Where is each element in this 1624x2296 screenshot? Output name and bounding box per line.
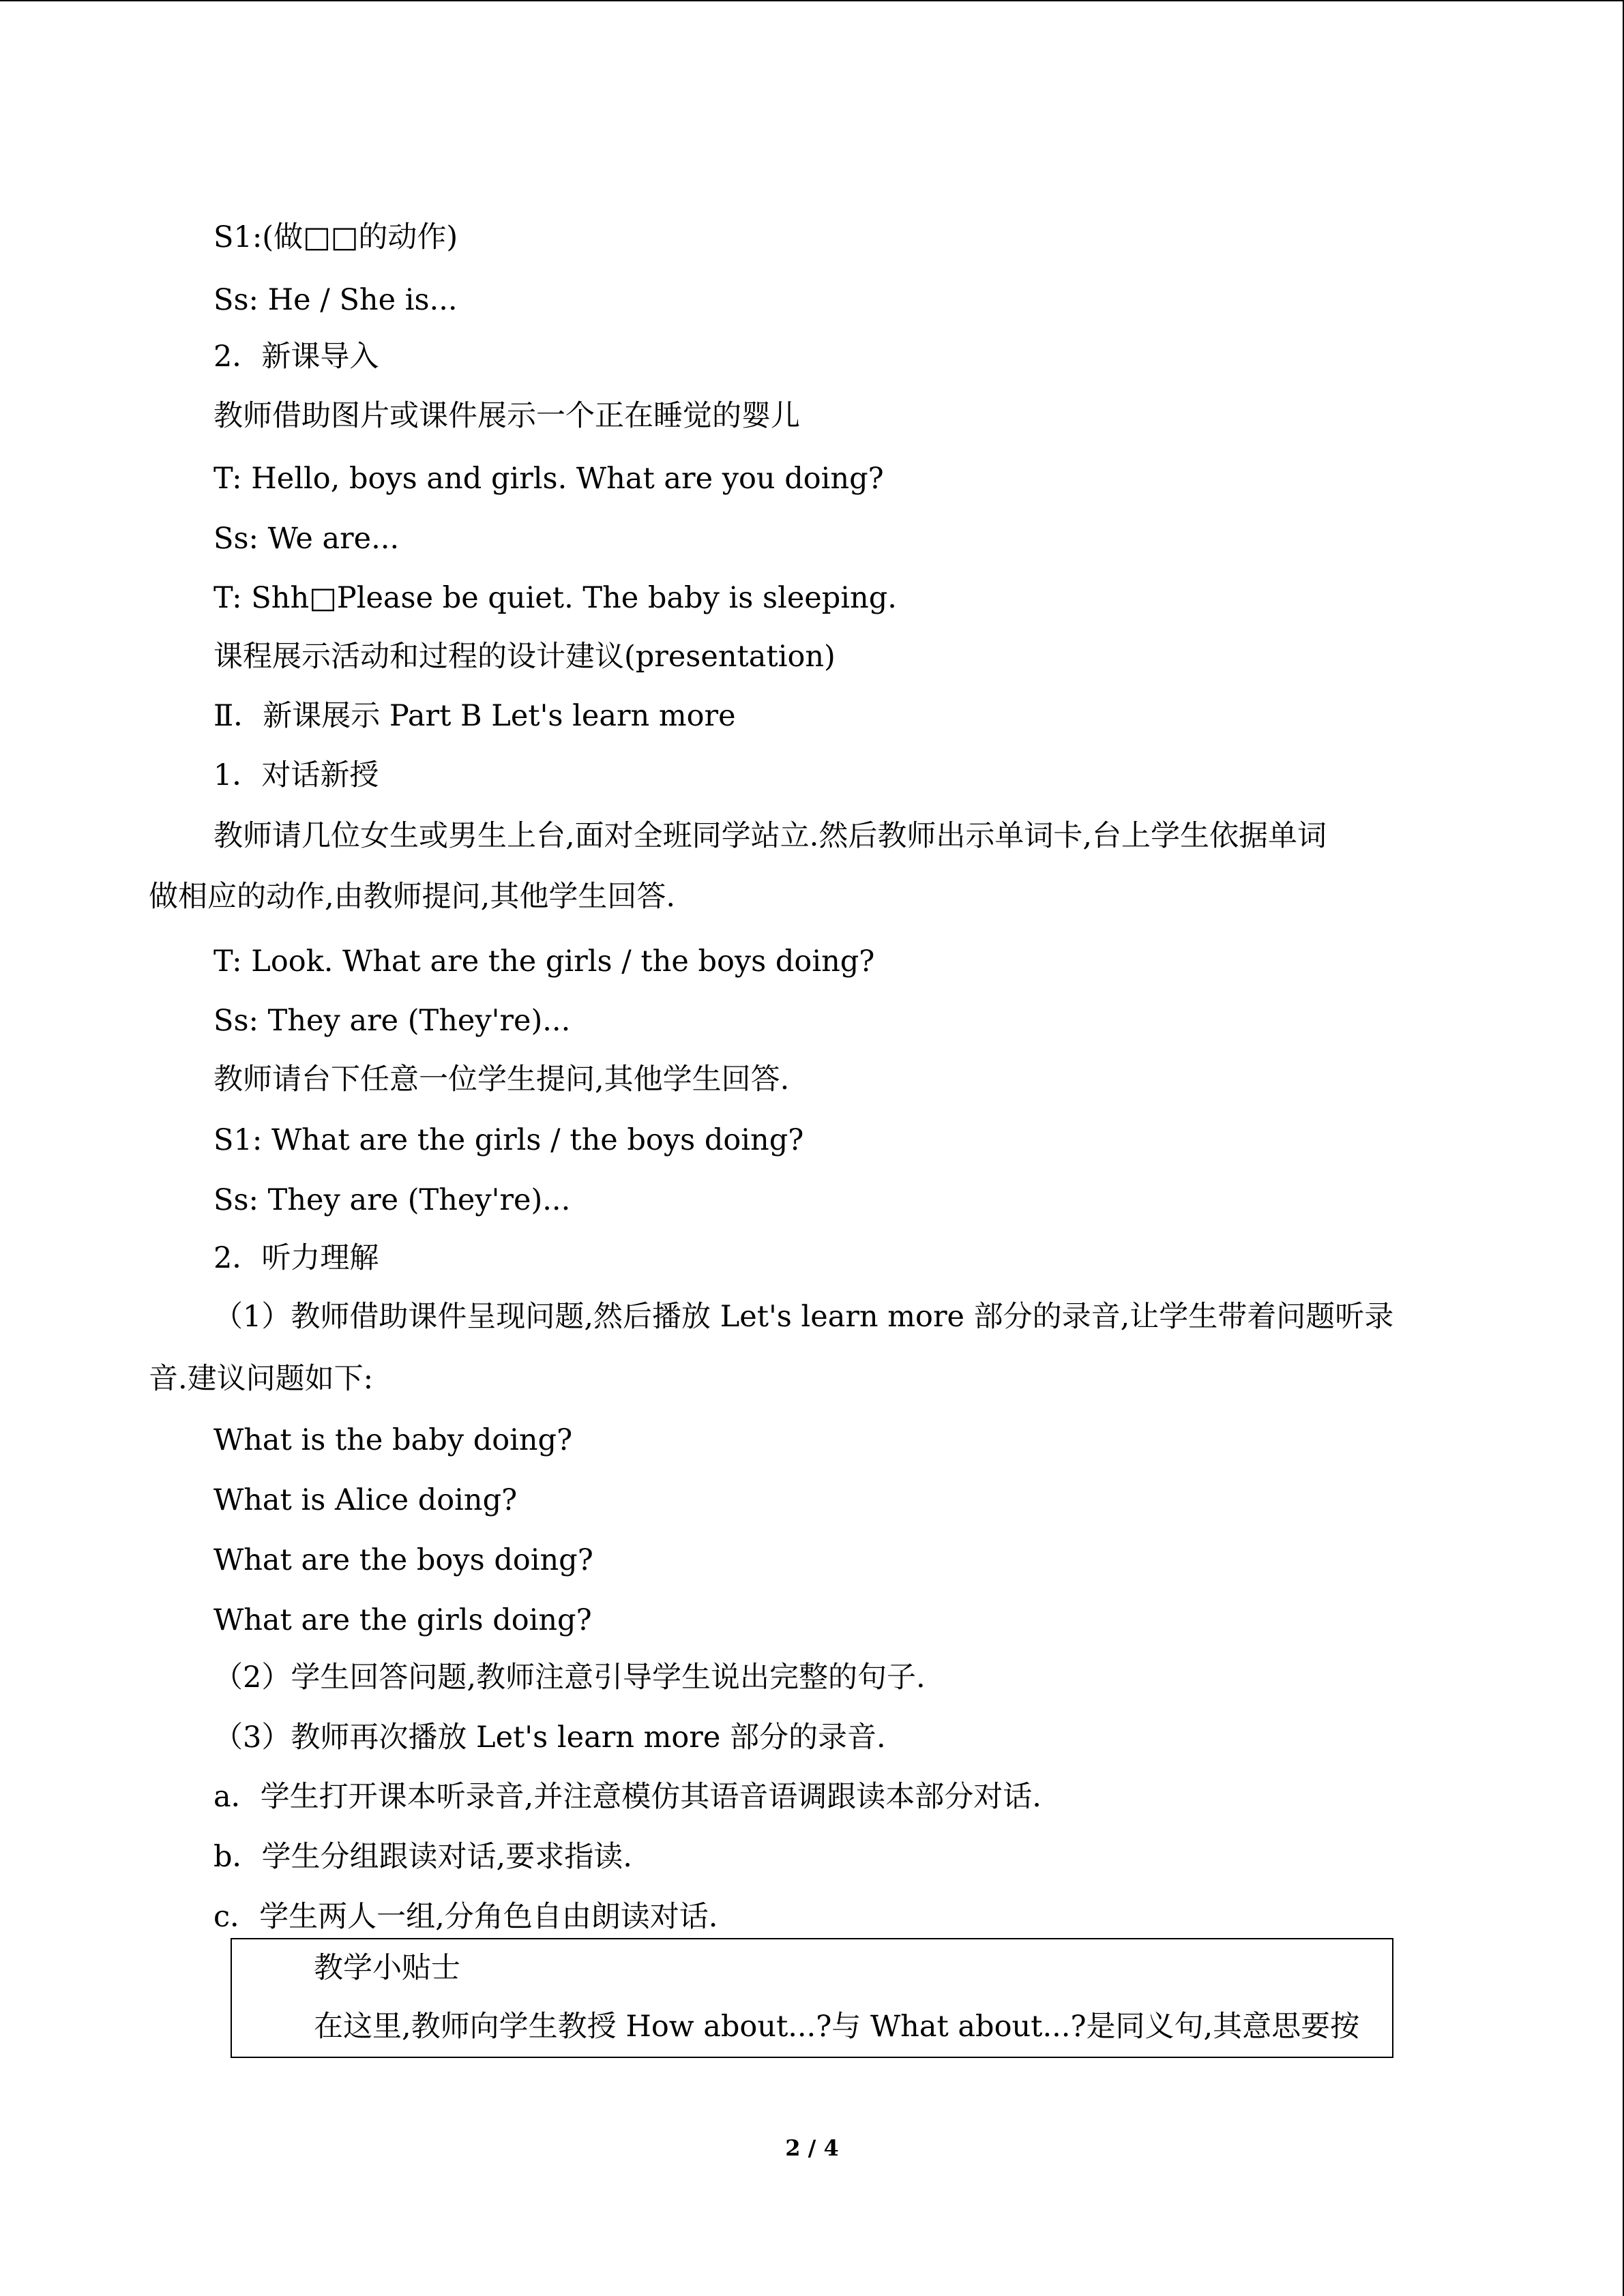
- text-line: 教师借助图片或课件展示一个正在睡觉的婴儿: [213, 399, 800, 433]
- question-line: What is Alice doing?: [213, 1483, 518, 1517]
- teaching-tip-box: [231, 1938, 1393, 2058]
- paragraph-line: 做相应的动作,由教师提问,其他学生回答.: [149, 880, 676, 914]
- text-line: Ss: He / She is...: [213, 283, 458, 317]
- text-line: S1:(做□□的动作): [213, 220, 458, 254]
- tip-title: 教学小贴士: [314, 1951, 460, 1985]
- text-line: Ss: They are (They're)...: [213, 1004, 571, 1038]
- text-line: （2）学生回答问题,教师注意引导学生说出完整的句子.: [213, 1660, 926, 1695]
- text-line: c．学生两人一组,分角色自由朗读对话.: [213, 1900, 718, 1934]
- section-heading: 课程展示活动和过程的设计建议(presentation): [213, 640, 836, 674]
- paragraph-line: 音.建议问题如下:: [149, 1362, 374, 1396]
- section-heading: 2．新课导入: [213, 340, 379, 374]
- section-heading: Ⅱ．新课展示 Part B Let's learn more: [213, 699, 736, 733]
- question-line: What are the girls doing?: [213, 1603, 592, 1637]
- text-line: a．学生打开课本听录音,并注意模仿其语音语调跟读本部分对话.: [213, 1780, 1042, 1814]
- text-line: 教师请台下任意一位学生提问,其他学生回答.: [213, 1062, 790, 1097]
- section-heading: 2．听力理解: [213, 1241, 379, 1275]
- text-line: （3）教师再次播放 Let's learn more 部分的录音.: [213, 1720, 886, 1755]
- text-line: Ss: They are (They're)...: [213, 1183, 571, 1217]
- question-line: What is the baby doing?: [213, 1423, 573, 1457]
- text-line: b．学生分组跟读对话,要求指读.: [213, 1840, 632, 1874]
- text-line: T: Hello, boys and girls. What are you doing?: [213, 462, 884, 496]
- paragraph-line: （1）教师借助课件呈现问题,然后播放 Let's learn more 部分的录音,让学生带着问题听录: [213, 1300, 1394, 1334]
- page-number: 2 / 4: [785, 2135, 839, 2161]
- tip-text: 在这里,教师向学生教授 How about...?与 What about...?是同义句,其意思要按: [314, 2010, 1360, 2044]
- text-line: S1: What are the girls / the boys doing?: [213, 1123, 804, 1157]
- text-line: T: Look. What are the girls / the boys doing?: [213, 944, 875, 979]
- question-line: What are the boys doing?: [213, 1543, 593, 1577]
- paragraph-line: 教师请几位女生或男生上台,面对全班同学站立.然后教师出示单词卡,台上学生依据单词: [213, 819, 1327, 853]
- text-line: T: Shh□Please be quiet. The baby is sleeping.: [213, 581, 897, 615]
- section-heading: 1．对话新授: [213, 758, 379, 792]
- text-line: Ss: We are...: [213, 522, 400, 556]
